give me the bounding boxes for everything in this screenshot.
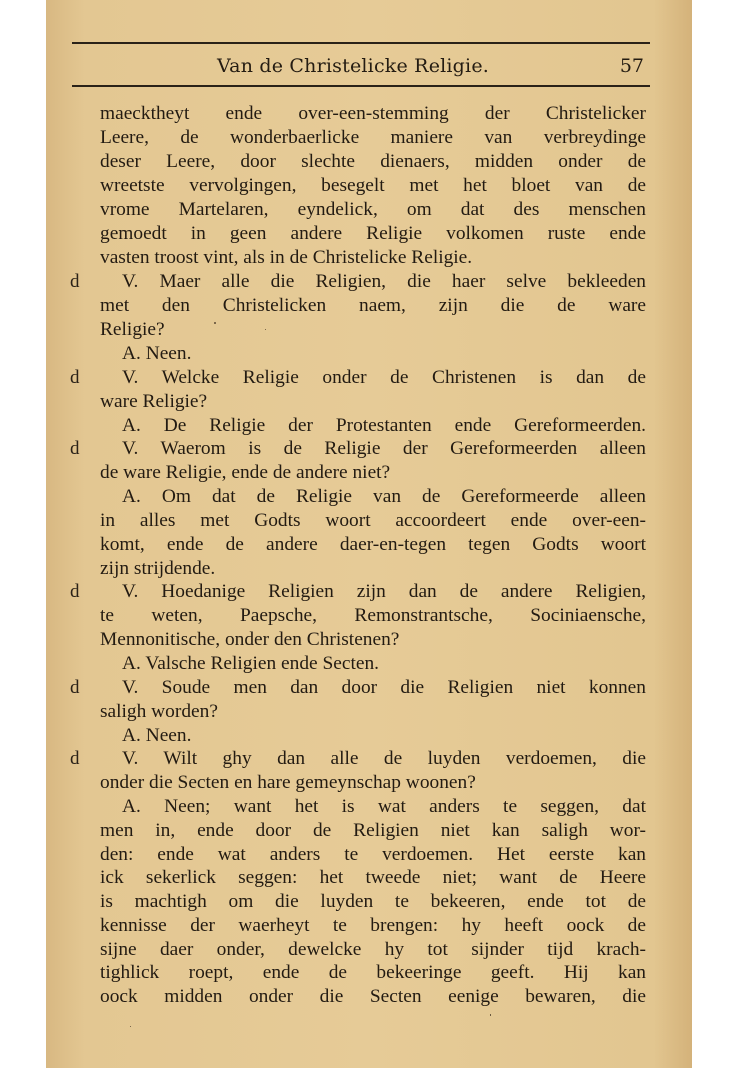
text-line: deser Leere, door slechte dienaers, midden onder de	[100, 151, 646, 172]
text-line: tighlick roept, ende de bekeeringe geeft. Hij kan	[100, 962, 646, 983]
text-line: in alles met Godts woort accoordeert ende over-een-	[100, 510, 646, 531]
text-line: ware Religie?	[100, 391, 208, 412]
margin-mark: d	[70, 271, 80, 292]
question-line: V. Wilt ghy dan alle de luyden verdoemen, die	[122, 748, 646, 769]
text-line: onder die Secten en hare gemeynschap woonen?	[100, 772, 476, 793]
running-title: Van de Christelicke Religie.	[217, 55, 490, 77]
text-line: wreetste vervolgingen, besegelt met het bloet van de	[100, 175, 646, 196]
answer-line: A. De Religie der Protestanten ende Gereformeerden.	[122, 415, 646, 436]
text-line: komt, ende de andere daer-en-tegen tegen Godts woort	[100, 534, 646, 555]
text-line: Religie?	[100, 319, 165, 340]
paper-speck	[130, 1026, 131, 1027]
text-line: men in, ende door de Religien niet kan saligh wor-	[100, 820, 646, 841]
text-line: ick sekerlick seggen: het tweede niet; want de Heere	[100, 867, 646, 888]
answer-line: A. Neen.	[122, 725, 192, 746]
question-line: V. Waerom is de Religie der Gereformeerden alleen	[122, 438, 646, 459]
margin-mark: d	[70, 677, 80, 698]
text-line: kennisse der waerheyt te brengen: hy heeft oock de	[100, 915, 646, 936]
text-line: Mennonitische, onder den Christenen?	[100, 629, 400, 650]
text-line: te weten, Paepsche, Remonstrantsche, Sociniaensche,	[100, 605, 646, 626]
answer-line: A. Neen; want het is wat anders te seggen, dat	[122, 796, 646, 817]
text-line: vasten troost vint, als in de Christelicke Religie.	[100, 247, 473, 268]
question-line: V. Maer alle die Religien, die haer selve bekleeden	[122, 271, 646, 292]
margin-mark: d	[70, 438, 80, 459]
margin-mark: d	[70, 748, 80, 769]
question-line: V. Hoedanige Religien zijn dan de andere Religien,	[122, 581, 646, 602]
question-line: V. Welcke Religie onder de Christenen is dan de	[122, 367, 646, 388]
text-line: sijne daer onder, dewelcke hy tot sijnder tijd krach-	[100, 939, 646, 960]
text-line: zijn strijdende.	[100, 558, 216, 579]
text-line: maecktheyt ende over-een-stemming der Christelicker	[100, 103, 646, 124]
text-line: den: ende wat anders te verdoemen. Het eerste kan	[100, 844, 646, 865]
text-line: is machtigh om die luyden te bekeeren, ende tot de	[100, 891, 646, 912]
text-line: saligh worden?	[100, 701, 218, 722]
answer-line: A. Neen.	[122, 343, 192, 364]
text-line: gemoedt in geen andere Religie volkomen ruste ende	[100, 223, 646, 244]
text-line: met den Christelicken naem, zijn die de ware	[100, 295, 646, 316]
question-line: V. Soude men dan door die Religien niet konnen	[122, 677, 646, 698]
margin-mark: d	[70, 581, 80, 602]
text-line: oock midden onder die Secten eenige bewaren, die	[100, 986, 646, 1007]
text-line: de ware Religie, ende de andere niet?	[100, 462, 391, 483]
page-number: 57	[619, 55, 644, 77]
paper-speck	[265, 329, 266, 330]
paper-speck	[490, 1014, 491, 1016]
header-rule-bottom	[72, 85, 650, 87]
answer-line: A. Om dat de Religie van de Gereformeerde alleen	[122, 486, 646, 507]
header-rule-top	[72, 42, 650, 44]
text-line: Leere, de wonderbaerlicke maniere van verbreydinge	[100, 127, 646, 148]
margin-mark: d	[70, 367, 80, 388]
running-header	[72, 52, 650, 80]
text-line: vrome Martelaren, eyndelick, om dat des menschen	[100, 199, 646, 220]
answer-line: A. Valsche Religien ende Secten.	[122, 653, 380, 674]
paper-speck	[214, 322, 216, 324]
